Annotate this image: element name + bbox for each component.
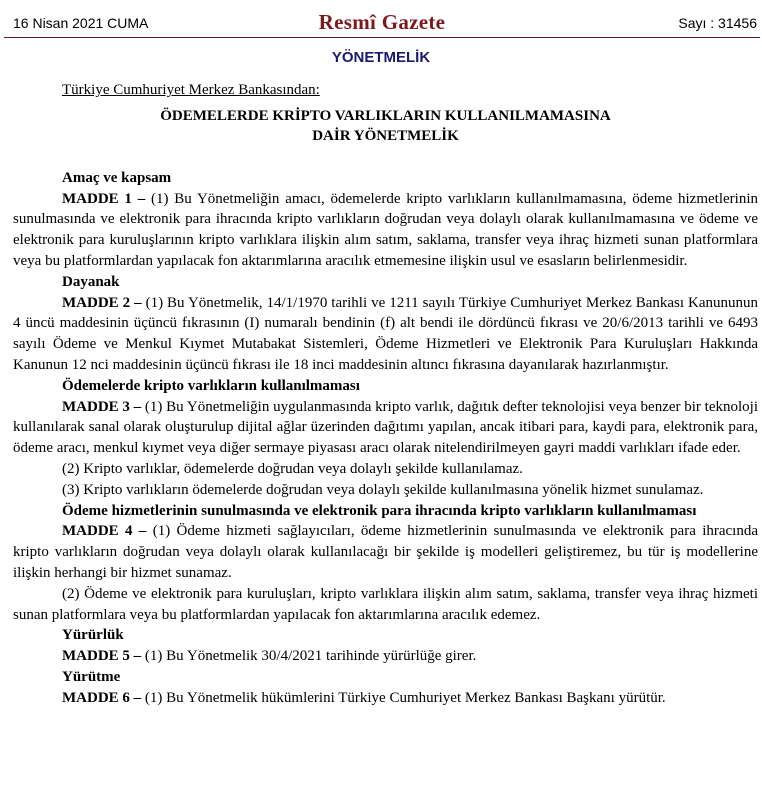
- section-type: YÖNETMELİK: [331, 49, 431, 66]
- spacer: [13, 146, 758, 168]
- regulation-document: [13, 80, 758, 709]
- issue-number: Sayı : 31456: [678, 15, 757, 31]
- article-paragraph: (3) Kripto varlıkların ödemelerde doğrudan veya dolaylı şekilde kullanılmasına yönelik hizmet sunulamaz.: [62, 481, 704, 498]
- document-title-line: DAİR YÖNETMELİK: [312, 127, 459, 144]
- article-label: MADDE 5 –: [62, 648, 142, 665]
- article-heading: Yürütme: [62, 668, 121, 685]
- article-heading: Amaç ve kapsam: [62, 169, 172, 186]
- article-paragraph: MADDE 4 – (1) Ödeme hizmeti sağlayıcıları, ödeme hizmetlerinin sunulmasında ve elektronik para ihracında kripto varlıkların doğrudan veya dolaylı olarak kullanılacağı bir şekilde iş modelleri geliştiremez, bu tür iş modellerine ilişkin herhangi bir hizmet sunamaz.: [13, 523, 759, 581]
- document-title: [13, 106, 758, 146]
- article-6: [13, 667, 758, 709]
- article-3: [13, 376, 758, 501]
- article-heading: Yürürlük: [62, 627, 124, 644]
- article-paragraph: MADDE 5 – (1) Bu Yönetmelik 30/4/2021 tarihinde yürürlüğe girer.: [62, 648, 477, 665]
- article-paragraph: (2) Kripto varlıklar, ödemelerde doğrudan veya dolaylı şekilde kullanılamaz.: [62, 460, 523, 477]
- article-paragraph: (2) Ödeme ve elektronik para kuruluşları, kripto varlıklara ilişkin alım satım, saklama, transfer veya ihraç hizmeti sunan platformlara veya bu platformlardan yapılacak fon aktarımlarına aracılık edemez.: [13, 585, 758, 623]
- gazette-title: Resmî Gazete: [318, 10, 446, 34]
- article-5: [13, 625, 758, 667]
- article-label: MADDE 4 –: [62, 523, 147, 540]
- article-heading: Dayanak: [62, 273, 120, 290]
- article-1: [13, 168, 758, 272]
- article-paragraph: MADDE 6 – (1) Bu Yönetmelik hükümlerini Türkiye Cumhuriyet Merkez Bankası Başkanı yürütür.: [62, 689, 666, 706]
- article-paragraph: MADDE 3 – (1) Bu Yönetmeliğin uygulanmasında kripto varlık, dağıtık defter teknolojisi veya benzer bir teknoloji kullanılarak sanal olarak oluşturulup dijital ağlar üzerinden dağıtımı yapılan, ancak itibari para, kaydi para, elektronik para, ödeme aracı, menkul kıymet veya diğer sermaye piyasası aracı olarak nitelendirilmeyen gayri maddi varlıkları ifade eder.: [13, 398, 758, 457]
- gazette-header: [4, 8, 760, 38]
- article-paragraph: MADDE 1 – (1) Bu Yönetmeliğin amacı, ödemelerde kripto varlıkların kullanılmamasına, ödeme hizmetlerinin sunulmasında ve elektronik para ihracında kripto varlıkların doğrudan veya dolaylı olarak kullanılmamasına ve ödeme ve elektronik para kuruluşlarının kripto varlıklara ilişkin alım satım, saklama, transfer veya ihraç hizmeti sunan platformlara veya bu platformlardan yapılacak fon aktarımlarına aracılık etmemesine ilişkin usul ve esasların belirlenmesidir.: [13, 190, 758, 269]
- article-4: [13, 501, 758, 626]
- publication-date: 16 Nisan 2021 CUMA: [13, 15, 149, 31]
- article-label: MADDE 6 –: [62, 689, 142, 706]
- article-2: [13, 272, 758, 376]
- article-heading: Ödemelerde kripto varlıkların kullanılmaması: [62, 377, 360, 394]
- article-paragraph: MADDE 2 – (1) Bu Yönetmelik, 14/1/1970 tarihli ve 1211 sayılı Türkiye Cumhuriyet Merkez Bankası Kanununun 4 üncü maddesinin üçüncü fıkrasının (I) numaralı bendinin (f) alt bendi ile dördüncü fıkrası ve 20/6/2013 tarihli ve 6493 sayılı Ödeme ve Menkul Kıymet Mutabakat Sistemleri, Ödeme Hizmetleri ve Elektronik Para Kuruluşları Hakkında Kanunun 12 nci maddesinin üçüncü fıkrası ile 18 inci maddesinin altıncı fıkrasına dayanılarak hazırlanmıştır.: [13, 294, 758, 373]
- issuer: Türkiye Cumhuriyet Merkez Bankasından:: [62, 82, 320, 98]
- article-label: MADDE 2 –: [62, 294, 142, 311]
- document-title-line: ÖDEMELERDE KRİPTO VARLIKLARIN KULLANILMAMASINA: [160, 107, 611, 124]
- article-label: MADDE 1 –: [62, 190, 146, 207]
- article-heading: Ödeme hizmetlerinin sunulmasında ve elektronik para ihracında kripto varlıkların kullanılmaması: [62, 502, 697, 519]
- article-label: MADDE 3 –: [62, 398, 142, 415]
